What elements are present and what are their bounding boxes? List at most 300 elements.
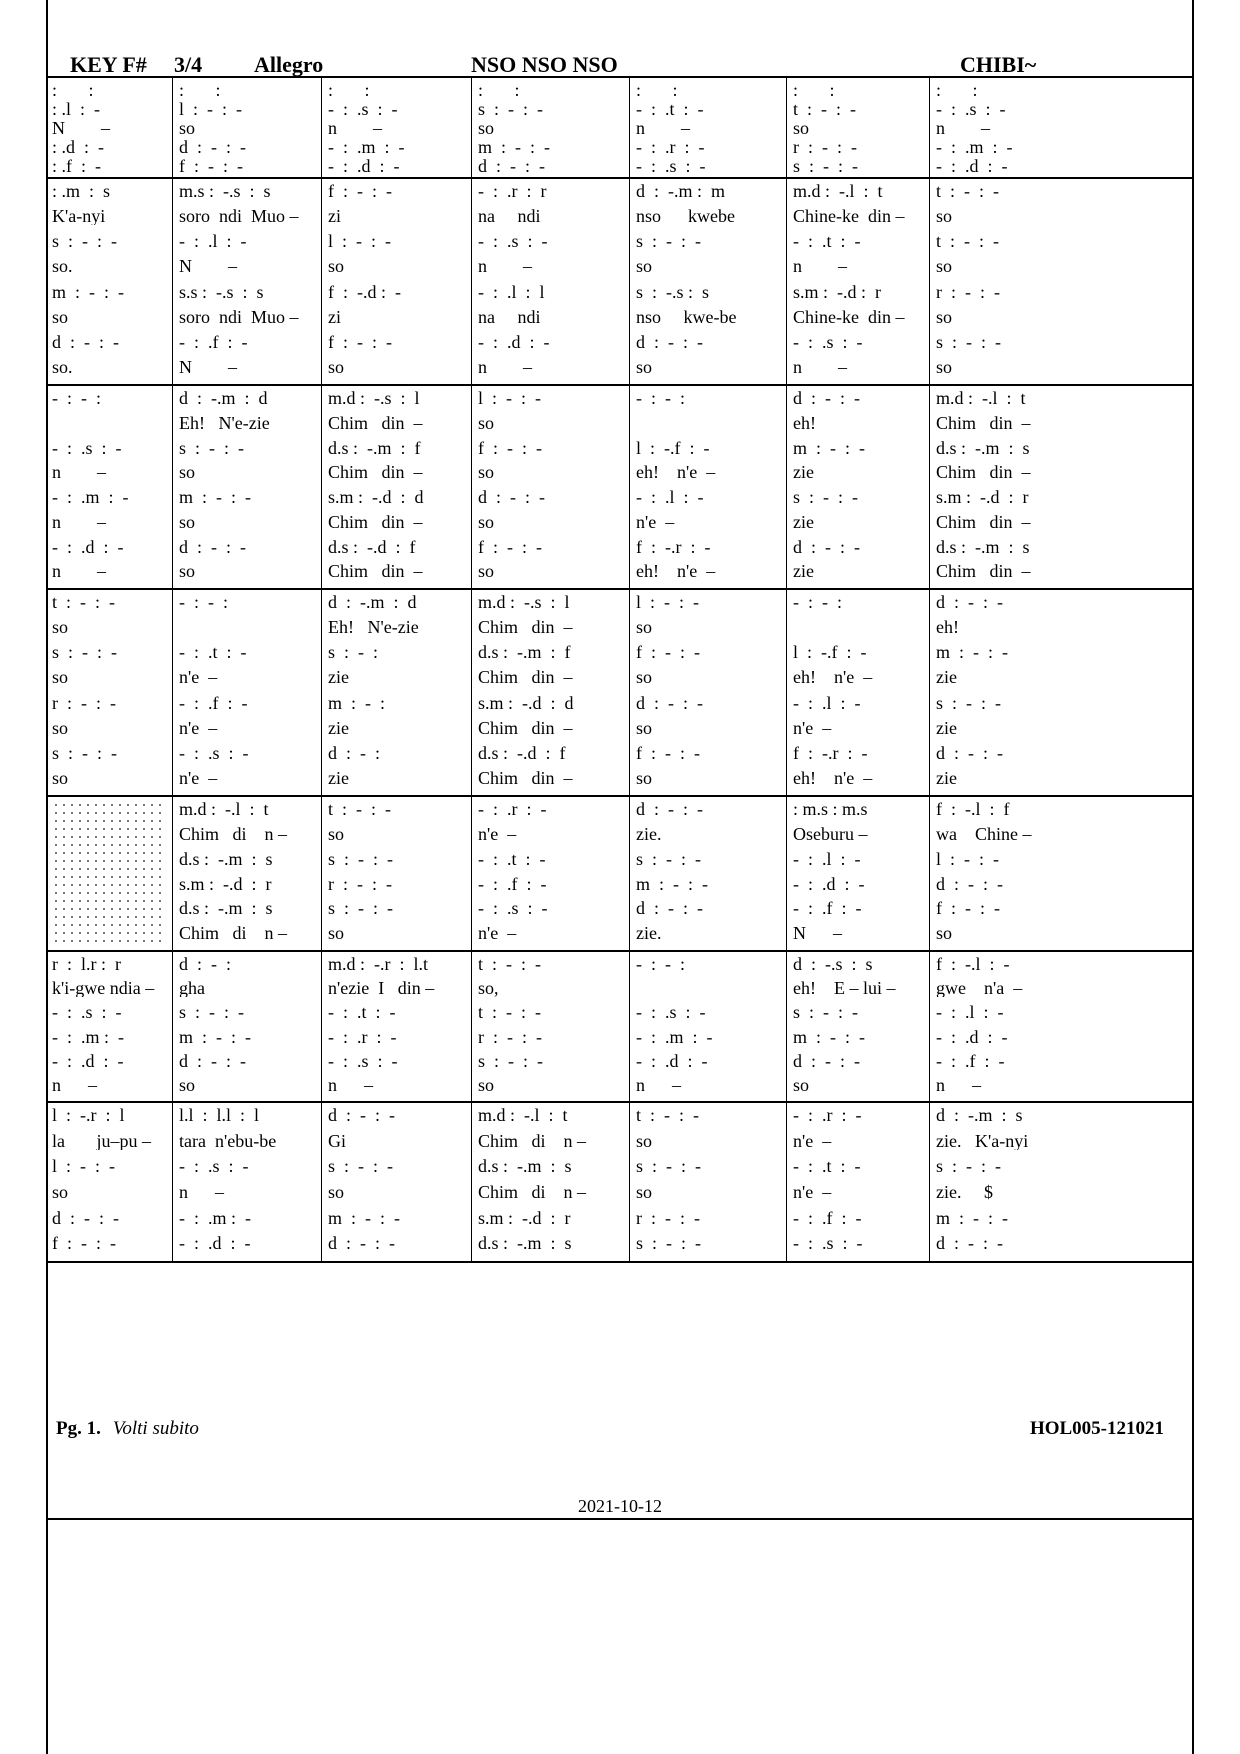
note-line: d : - : - xyxy=(636,899,703,918)
note-line: d : - : - xyxy=(793,537,860,556)
score-system xyxy=(46,1103,1194,1263)
note-line: d : -.m : m xyxy=(636,182,725,200)
note-line: s : - : - xyxy=(936,693,1001,712)
note-line: so, xyxy=(478,979,499,998)
note-line: so. xyxy=(52,257,73,276)
note-line: - : .m : - xyxy=(936,138,1013,156)
note-line: l : - : - xyxy=(52,1157,115,1176)
note-line: l : - : - xyxy=(478,389,541,407)
note-line: zie. xyxy=(636,924,662,943)
note-line: d : - : - xyxy=(52,1208,119,1227)
note-line: s : - : - xyxy=(52,232,117,251)
note-line: s : - : - xyxy=(52,743,117,762)
note-line: : : xyxy=(52,81,94,99)
note-line: gwe n'a – xyxy=(936,979,1023,998)
note-line: d.s : -.m : s xyxy=(936,537,1030,556)
score-system xyxy=(46,78,1194,179)
note-line: soro ndi Muo – xyxy=(179,207,299,226)
note-line: m : - : - xyxy=(52,282,124,301)
note-line: s : - : - xyxy=(478,1051,543,1070)
note-line: - : - : xyxy=(636,955,685,973)
note-line: f : - : - xyxy=(328,332,392,351)
note-line: f : -.d : - xyxy=(328,282,401,301)
note-line: m : - : - xyxy=(179,488,251,506)
note-line: : : xyxy=(636,81,678,99)
note-line: d : - : xyxy=(328,743,380,762)
note-line: d : -.s : s xyxy=(793,955,873,973)
note-line: wa Chine – xyxy=(936,824,1032,843)
document-date: 2021-10-12 xyxy=(578,1496,662,1516)
measure xyxy=(46,952,172,1101)
note-line: - : .f : - xyxy=(179,693,248,712)
measure xyxy=(786,179,930,384)
note-line: - : .r : - xyxy=(793,1106,862,1124)
note-line: s : -.s : s xyxy=(636,282,710,301)
note-line: - : .l : - xyxy=(636,488,704,506)
note-line: - : .r : - xyxy=(478,800,547,818)
note-line: Chim din – xyxy=(328,562,423,581)
note-line: zi xyxy=(328,307,341,326)
note-line: so xyxy=(179,562,196,581)
measure xyxy=(629,386,787,588)
note-line: Chine-ke din – xyxy=(793,207,905,226)
note-line: d.s : -.m : s xyxy=(478,1234,572,1253)
measure xyxy=(46,1103,172,1261)
note-line: Chim di n – xyxy=(179,924,288,943)
note-line: d : - : - xyxy=(636,693,703,712)
note-line: s : - : - xyxy=(793,157,858,175)
measure xyxy=(786,386,930,588)
note-line: n – xyxy=(328,119,382,137)
note-line: zie xyxy=(936,768,957,787)
note-line: N – xyxy=(52,119,110,137)
page-number: Pg. 1. xyxy=(56,1418,101,1439)
note-line: Chim din – xyxy=(936,562,1031,581)
score-system xyxy=(46,590,1194,797)
measure xyxy=(172,1103,322,1261)
note-line: n – xyxy=(478,257,532,276)
note-line: f : -.r : - xyxy=(636,537,711,556)
measure xyxy=(629,797,787,950)
note-line: Chim din – xyxy=(936,463,1031,482)
measure xyxy=(46,78,172,177)
note-line: na ndi xyxy=(478,307,541,326)
note-line: n – xyxy=(52,562,106,581)
note-line: - : - : xyxy=(636,389,685,407)
note-line: so xyxy=(636,618,653,637)
measure xyxy=(321,797,472,950)
note-line: r : - : - xyxy=(636,1208,700,1227)
measure xyxy=(46,386,172,588)
note-line: so xyxy=(636,668,653,687)
note-line: - : .l : - xyxy=(936,1003,1004,1022)
note-line: l : - : - xyxy=(936,849,999,868)
note-line: Chim din – xyxy=(478,618,573,637)
note-line: d : - : - xyxy=(179,138,246,156)
note-line: s : - : - xyxy=(636,849,701,868)
note-line: n'e – xyxy=(793,718,832,737)
note-line: - : .f : - xyxy=(936,1051,1005,1070)
note-line: m.d : -.r : l.t xyxy=(328,955,428,973)
score-system xyxy=(46,952,1194,1103)
note-line: f : -.l : f xyxy=(936,800,1010,818)
measure xyxy=(471,590,630,795)
note-line: d : - : xyxy=(179,955,231,973)
note-line: so xyxy=(52,618,69,637)
note-line: s : - : - xyxy=(328,1157,393,1176)
note-line: d : - : - xyxy=(52,332,119,351)
note-line: zie xyxy=(328,768,349,787)
key-signature: KEY F# xyxy=(70,52,147,77)
note-line: - : .d : - xyxy=(52,537,124,556)
note-line: n'e – xyxy=(478,924,517,943)
measure xyxy=(172,952,322,1101)
note-line: - : .m : - xyxy=(328,138,405,156)
note-line: Chim din – xyxy=(478,668,573,687)
note-line: f : - : - xyxy=(179,157,243,175)
note-line: l : - : - xyxy=(328,232,391,251)
note-line: s : - : - xyxy=(793,1003,858,1022)
note-line: so xyxy=(478,1075,495,1094)
note-line: so xyxy=(636,1183,653,1201)
note-line: d : - : - xyxy=(793,389,860,407)
note-line: - : .d : - xyxy=(936,1027,1008,1046)
note-line: zie xyxy=(328,668,349,687)
note-line: so xyxy=(52,718,69,737)
note-line: gha xyxy=(179,979,205,998)
note-line: m.d : -.l : t xyxy=(478,1106,568,1124)
note-line: s : - : - xyxy=(936,1157,1001,1176)
note-line: s.m : -.d : d xyxy=(328,488,424,506)
note-line: d : - : - xyxy=(328,1106,395,1124)
note-line: f : - : - xyxy=(478,438,542,457)
note-line: f : -.r : - xyxy=(793,743,868,762)
measure xyxy=(471,797,630,950)
note-line: - : .d : - xyxy=(328,157,400,175)
note-line: la ju–pu – xyxy=(52,1131,151,1150)
note-line: m.d : -.l : t xyxy=(793,182,883,200)
note-line: soro ndi Muo – xyxy=(179,307,299,326)
note-line: so xyxy=(328,257,345,276)
note-line: so xyxy=(52,307,69,326)
note-line: - : .s : - xyxy=(328,100,398,118)
note-line: so xyxy=(179,512,196,531)
measure xyxy=(629,952,787,1101)
note-line: zie. $ xyxy=(936,1183,993,1201)
note-line: n – xyxy=(52,1075,97,1094)
note-line: f : -.l : - xyxy=(936,955,1010,973)
note-line: - : .l : - xyxy=(793,849,861,868)
note-line: so xyxy=(328,924,345,943)
note-line: : .d : - xyxy=(52,138,104,156)
note-line: r : - : - xyxy=(478,1027,542,1046)
measure xyxy=(172,78,322,177)
note-line: so xyxy=(936,257,953,276)
note-line: - : .s : - xyxy=(52,1003,122,1022)
note-line: n – xyxy=(179,1183,224,1201)
note-line: - : .d : - xyxy=(52,1051,124,1070)
note-line: so xyxy=(478,512,495,531)
note-line: l : -.r : l xyxy=(52,1106,125,1124)
note-line: so xyxy=(636,357,653,376)
note-line: d : - : - xyxy=(478,488,545,506)
note-line: zie. xyxy=(636,824,662,843)
note-line: - : .r : - xyxy=(328,1027,397,1046)
note-line: s : - : - xyxy=(478,100,543,118)
note-line: m : - : - xyxy=(793,1027,865,1046)
note-line: - : - : xyxy=(52,389,101,407)
note-line: t : - : - xyxy=(936,182,999,200)
note-line: so xyxy=(52,1183,69,1201)
note-line: - : .l : - xyxy=(793,693,861,712)
note-line: so xyxy=(936,307,953,326)
note-line: eh! E – lui – xyxy=(793,979,896,998)
note-line: - : .f : - xyxy=(793,1208,862,1227)
note-line: l : - : - xyxy=(636,593,699,611)
note-line: zie xyxy=(328,718,349,737)
note-line: so xyxy=(328,357,345,376)
note-line: : : xyxy=(936,81,978,99)
note-line: d.s : -.m : f xyxy=(328,438,421,457)
volti-subito: Volti subito xyxy=(112,1418,199,1439)
measure xyxy=(786,1103,930,1261)
note-line: : .l : - xyxy=(52,100,100,118)
note-line: s.m : -.d : d xyxy=(478,693,574,712)
note-line: t : - : - xyxy=(636,1106,699,1124)
note-line: n – xyxy=(52,463,106,482)
note-line: so xyxy=(793,119,810,137)
note-line: - : .f : - xyxy=(793,899,862,918)
note-line: - : .l : - xyxy=(179,232,247,251)
note-line: Chim din – xyxy=(478,718,573,737)
note-line: : : xyxy=(793,81,835,99)
note-line: so xyxy=(328,1183,345,1201)
score-system xyxy=(46,797,1194,952)
note-line: d : - : - xyxy=(936,593,1003,611)
empty-bar-shading xyxy=(52,801,166,946)
note-line: Chim di n – xyxy=(478,1131,587,1150)
note-line: r : - : - xyxy=(328,874,392,893)
note-line: so xyxy=(636,1131,653,1150)
note-line: m : - : - xyxy=(936,1208,1008,1227)
note-line: - : .m : - xyxy=(179,1208,251,1227)
note-line: Chim din – xyxy=(328,413,423,432)
note-line: m.d : -.l : t xyxy=(179,800,269,818)
note-line: m.d : -.s : l xyxy=(478,593,570,611)
note-line: zie. K'a-nyi xyxy=(936,1131,1029,1150)
page-footer xyxy=(46,1414,1194,1520)
note-line: - : .s : - xyxy=(328,1051,398,1070)
note-line: d : - : - xyxy=(478,157,545,175)
measure xyxy=(786,78,930,177)
note-line: eh! xyxy=(793,413,816,432)
note-line: : : xyxy=(179,81,221,99)
note-line: - : .s : - xyxy=(793,332,863,351)
note-line: d : - : - xyxy=(793,1051,860,1070)
note-line: - : .d : - xyxy=(478,332,550,351)
note-line: so. xyxy=(52,357,73,376)
note-line: Chim din – xyxy=(936,512,1031,531)
note-line: n – xyxy=(636,1075,681,1094)
note-line: - : .f : - xyxy=(478,874,547,893)
note-line: zie xyxy=(793,512,814,531)
measure xyxy=(46,179,172,384)
note-line: n'e – xyxy=(179,668,218,687)
note-line: s.m : -.d : r xyxy=(179,874,272,893)
note-line: s : - : - xyxy=(52,643,117,662)
note-line: nso kwe-be xyxy=(636,307,737,326)
note-line: so xyxy=(179,463,196,482)
note-line: s.s : -.s : s xyxy=(179,282,264,301)
note-line: so xyxy=(179,119,196,137)
measure xyxy=(786,952,930,1101)
time-signature: 3/4 xyxy=(174,52,203,77)
note-line: n'e – xyxy=(478,824,517,843)
note-line: f : - : - xyxy=(328,182,392,200)
note-line: - : .d : - xyxy=(179,1234,251,1253)
note-line: t : - : - xyxy=(52,593,115,611)
note-line: f : - : - xyxy=(52,1234,116,1253)
note-line: - : .s : - xyxy=(179,743,249,762)
note-line: Eh! N'e-zie xyxy=(328,618,419,637)
note-line: so xyxy=(179,1075,196,1094)
note-line: n'e – xyxy=(793,1131,832,1150)
page-footer-left xyxy=(56,1418,199,1440)
note-line: d.s : -.m : s xyxy=(936,438,1030,457)
note-line: - : .f : - xyxy=(179,332,248,351)
note-line: s : - : - xyxy=(793,488,858,506)
note-line: : .f : - xyxy=(52,157,101,175)
note-line: so xyxy=(478,562,495,581)
note-line: - : .t : - xyxy=(793,232,861,251)
note-line: na ndi xyxy=(478,207,541,226)
note-line: s.m : -.d : r xyxy=(478,1208,571,1227)
note-line: f : - : - xyxy=(936,899,1000,918)
note-line: t : - : - xyxy=(328,800,391,818)
note-line: s : - : - xyxy=(179,438,244,457)
note-line: Chim din – xyxy=(328,512,423,531)
note-line: d.s : -.m : f xyxy=(478,643,571,662)
note-line: n'e – xyxy=(179,718,218,737)
note-line: so xyxy=(328,824,345,843)
measure xyxy=(471,386,630,588)
measure xyxy=(929,1103,1195,1261)
measure xyxy=(172,797,322,950)
note-line: d : - : - xyxy=(936,743,1003,762)
note-line: d : -.m : d xyxy=(179,389,268,407)
note-line: - : .t : - xyxy=(636,100,704,118)
note-line: l : -.f : - xyxy=(636,438,710,457)
measure xyxy=(471,952,630,1101)
note-line: - : .s : - xyxy=(52,438,122,457)
note-line: n – xyxy=(328,1075,373,1094)
note-line: eh! n'e – xyxy=(636,463,716,482)
measure xyxy=(471,1103,630,1261)
note-line: m.s : -.s : s xyxy=(179,182,271,200)
note-line: zi xyxy=(328,207,341,226)
note-line: eh! n'e – xyxy=(793,668,873,687)
note-line: d : - : - xyxy=(636,800,703,818)
note-line: N – xyxy=(179,257,237,276)
measure xyxy=(629,78,787,177)
note-line: - : .d : - xyxy=(936,157,1008,175)
measure xyxy=(629,590,787,795)
note-line: m : - : - xyxy=(636,874,708,893)
note-line: d : - : - xyxy=(328,1234,395,1253)
note-line: d.s : -.m : s xyxy=(478,1157,572,1176)
note-line: s : - : - xyxy=(328,899,393,918)
note-line: f : - : - xyxy=(478,537,542,556)
note-line: r : l.r : r xyxy=(52,955,121,973)
note-line: d : -.m : d xyxy=(328,593,417,611)
note-line: - : .s : - xyxy=(636,157,706,175)
note-line: eh! n'e – xyxy=(793,768,873,787)
note-line: - : .s : - xyxy=(636,1003,706,1022)
note-line: n – xyxy=(636,119,690,137)
note-line: Chim din – xyxy=(478,768,573,787)
note-line: l : - : - xyxy=(179,100,242,118)
note-line: - : .s : - xyxy=(179,1157,249,1176)
note-line: Oseburu – xyxy=(793,824,868,843)
note-line: Gi xyxy=(328,1131,346,1150)
note-line: m : - : - xyxy=(793,438,865,457)
note-line: s : - : - xyxy=(179,1003,244,1022)
note-line: d : - : - xyxy=(179,537,246,556)
note-line: t : - : - xyxy=(478,1003,541,1022)
note-line: - : .d : - xyxy=(636,1051,708,1070)
note-line: t : - : - xyxy=(478,955,541,973)
measure xyxy=(172,590,322,795)
note-line: n – xyxy=(793,357,847,376)
note-line: Chim din – xyxy=(936,413,1031,432)
note-line: zie xyxy=(793,562,814,581)
note-line: so xyxy=(636,257,653,276)
note-line: m : - : - xyxy=(478,138,550,156)
note-line: : : xyxy=(328,81,370,99)
note-line: - : .d : - xyxy=(793,874,865,893)
note-line: d.s : -.d : f xyxy=(328,537,416,556)
note-line: - : .t : - xyxy=(179,643,247,662)
measure xyxy=(321,179,472,384)
note-line: f : - : - xyxy=(636,643,700,662)
note-line: so xyxy=(936,207,953,226)
note-line: d : - : - xyxy=(936,1234,1003,1253)
note-line: s : - : - xyxy=(328,849,393,868)
note-line: f : - : - xyxy=(636,743,700,762)
note-line: d : - : - xyxy=(179,1051,246,1070)
note-line: n – xyxy=(478,357,532,376)
note-line: s.m : -.d : r xyxy=(793,282,881,301)
note-line: : : xyxy=(478,81,520,99)
note-line: n'e – xyxy=(793,1183,832,1201)
note-line: t : - : - xyxy=(793,100,856,118)
note-line: s : - : - xyxy=(936,332,1001,351)
note-line: K'a-nyi xyxy=(52,207,106,226)
note-line: - : .s : - xyxy=(478,899,548,918)
measure xyxy=(929,590,1195,795)
measure xyxy=(46,590,172,795)
note-line: so xyxy=(936,357,953,376)
note-line: : m.s : m.s xyxy=(793,800,868,818)
note-line: so xyxy=(478,463,495,482)
song-title: NSO NSO NSO xyxy=(471,52,618,77)
measure xyxy=(786,590,930,795)
note-line: zie xyxy=(936,718,957,737)
measure xyxy=(929,952,1195,1101)
score-system xyxy=(46,179,1194,386)
note-line: s : - : - xyxy=(636,1157,701,1176)
score-header xyxy=(46,52,1194,78)
